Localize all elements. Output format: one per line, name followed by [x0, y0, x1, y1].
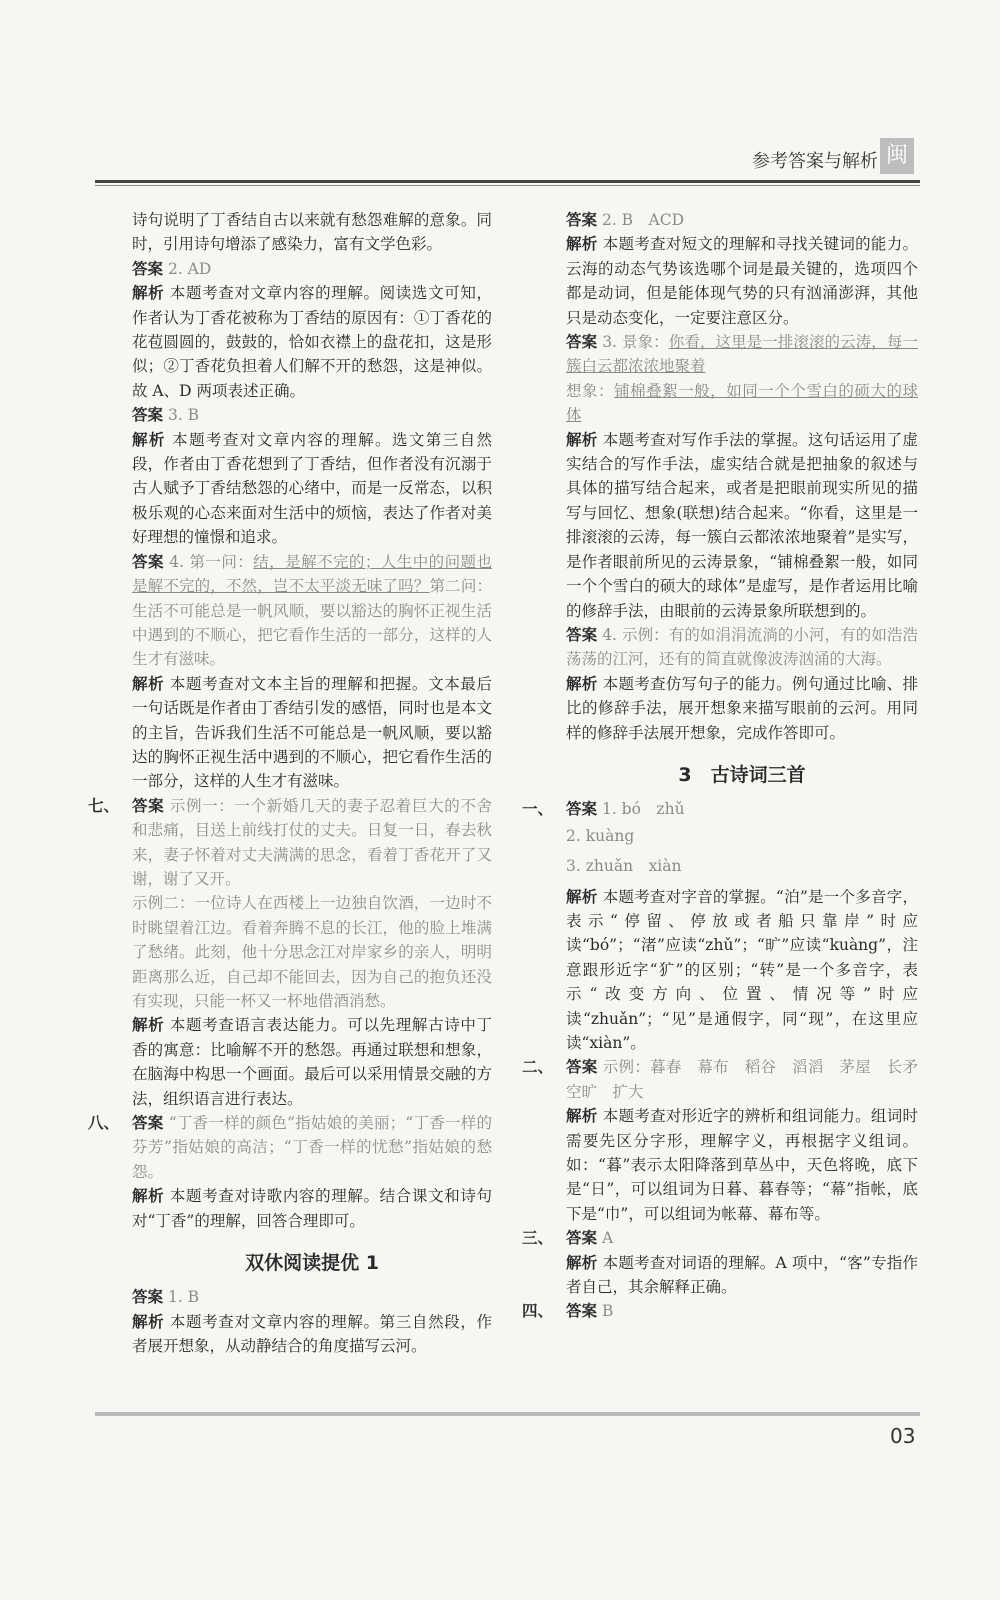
analysis-3: [132, 428, 492, 550]
answer-label: 答案: [566, 1229, 598, 1248]
left-column: [88, 208, 492, 1359]
answer-underlined-2: 铺棉叠絮一般，如同一个个雪白的硕大的球体: [566, 381, 918, 425]
analysis-label: 解析: [132, 1016, 165, 1035]
page-number: 03: [890, 1424, 916, 1448]
analysis-label: 解析: [566, 1253, 598, 1272]
analysis-8: [132, 1184, 492, 1233]
analysis-7: [132, 1013, 492, 1111]
header-title: 参考答案与解析: [752, 151, 878, 172]
question-2-answer: [522, 1055, 934, 1104]
top-rule: [95, 180, 920, 183]
analysis-2: [566, 232, 918, 330]
bottom-rule: [95, 1412, 920, 1416]
question-number: 二、: [522, 1058, 554, 1077]
answer-label: 答案: [132, 1288, 164, 1307]
answer-value: A: [601, 1229, 614, 1248]
answer-rest: 第二问：生活不可能总是一帆风顺，要以豁达的胸怀正视生活中遇到的不顺心，把它看作生活的一部分，这样的人生才有滋味。: [132, 577, 492, 669]
question-number: 三、: [522, 1229, 554, 1248]
paragraph: 诗句说明了丁香结自古以来就有愁怨难解的意象。同时，引用诗句增添了感染力，富有文学色彩。: [132, 211, 492, 254]
question-4-answer: [522, 1299, 918, 1323]
pinyin-1: 1. bó zhǔ: [601, 800, 685, 819]
answer-label: 答案: [132, 552, 164, 571]
answer-prefix: 想象：: [566, 381, 615, 400]
question-3-answer: [522, 1226, 918, 1250]
analysis-3: [566, 428, 918, 623]
question-7-answer: [88, 794, 492, 892]
answer-label: 答案: [566, 1058, 598, 1077]
section-analysis-1: [132, 1310, 492, 1359]
answer-2: [566, 208, 918, 232]
analysis-text: 本题考查仿写句子的能力。例句通过比喻、排比的修辞手法，展开想象来描写眼前的云河。用同样的修辞手法展开想象，完成作答即可。: [566, 674, 918, 742]
answer-3: [566, 330, 918, 379]
answer-value: 3. B: [167, 406, 200, 425]
analysis-text: 本题考查对写作手法的掌握。这句话运用了虚实结合的写作手法，虚实结合就是把抽象的叙述与具体的描写结合起来，或者是把眼前现实所见的描写与回忆、想象(联想)结合起来。“你看，这里是一排滚滚的云涛，每一簇白云都浓浓地聚着”是实写，是作者眼前所见的云涛景象，“铺棉叠絮一般，如同一个个雪白的硕大的球体”是虚写，是作者运用比喻的修辞手法，由眼前的云涛景象所联想到的。: [566, 430, 918, 620]
analysis-label: 解析: [566, 430, 598, 449]
analysis-label: 解析: [566, 887, 598, 906]
top-rule-thin: [95, 185, 920, 186]
answer-3-imagination: [566, 379, 918, 428]
section-title: 双休阅读提优 1: [245, 1252, 379, 1275]
answer-prefix: 3. 景象：: [602, 333, 669, 352]
right-column: [522, 208, 934, 1324]
answer-3: [132, 403, 492, 427]
analysis-label: 解析: [132, 674, 165, 693]
answer-label: 答案: [566, 800, 598, 819]
answer-4: [132, 550, 492, 672]
answer-prefix: 4. 第一问：: [169, 552, 254, 571]
answer-value: 示例：暮春 幕布 稻谷 滔滔 茅屋 长矛 空旷 扩大: [566, 1058, 934, 1101]
section-title: 3 古诗词三首: [678, 763, 806, 786]
answer-4: [566, 623, 918, 672]
question-1-answer: [522, 797, 918, 821]
analysis-label: 解析: [132, 1187, 165, 1206]
analysis-label: 解析: [132, 1312, 165, 1331]
answer-value: 4. 示例：有的如涓涓流淌的小河，有的如浩浩荡荡的江河，还有的简直就像波涛汹涌的大海。: [566, 625, 918, 669]
question-number: 四、: [522, 1302, 554, 1321]
analysis-4: [132, 672, 492, 794]
analysis-text: 本题考查对字音的掌握。“泊”是一个多音字，表示“停留、停放或者船只靠岸”时应读“bó”；“渚”应读“zhǔ”；“旷”应读“kuàng”，注意跟形近字“犷”的区别；“转”是一个多音字，表示“改变方向、位置、情况等”时应读“zhuǎn”；“见”是通假字，同“现”，在这里应读“xiàn”。: [566, 887, 918, 1052]
answer-example-1: 示例一：一个新婚几天的妻子忍着巨大的不舍和悲痛，目送上前线打仗的丈夫。日复一日，春去秋来，妻子怀着对丈夫满满的思念，看着丁香花开了又谢，谢了又开。: [132, 796, 492, 888]
answer-value: 1. B: [167, 1288, 200, 1307]
answer-value: “丁香一样的颜色”指姑娘的美丽；“丁香一样的芬芳”指姑娘的高洁；“丁香一样的忧愁”指姑娘的愁怨。: [132, 1114, 492, 1181]
analysis-text: 本题考查对词语的理解。A 项中，“客”专指作者自己，其余解释正确。: [566, 1253, 918, 1297]
pinyin-3: 3. zhuǎn xiàn: [566, 857, 682, 876]
analysis-text: 本题考查对短文的理解和寻找关键词的能力。云海的动态气势该选哪个词是最关键的，选项四个都是动词，但是能体现气势的只有汹涌澎湃，其他只是动态变化，一定要注意区分。: [566, 235, 918, 327]
analysis-label: 解析: [132, 284, 165, 303]
analysis-label: 解析: [566, 1107, 598, 1126]
analysis-label: 解析: [566, 235, 598, 254]
answer-label: 答案: [132, 796, 165, 815]
analysis-label: 解析: [566, 674, 598, 693]
analysis-text: 本题考查对文章内容的理解。选文第三自然段，作者由丁香花想到了丁香结，但作者没有沉溺于古人赋予丁香结愁怨的心绪中，而是一反常态，以积极乐观的心态来面对生活中的烦恼，表达了作者对美好理想的憧憬和追求。: [132, 430, 492, 547]
analysis-q2: [566, 1104, 918, 1226]
question-number: 七、: [88, 796, 120, 815]
answer-value: 2. B ACD: [601, 211, 685, 229]
analysis-4: [566, 672, 918, 745]
answer-label: 答案: [566, 211, 598, 229]
pinyin-2: 2. kuàng: [566, 826, 635, 845]
question-8-answer: [88, 1111, 492, 1184]
analysis-text: 本题考查语言表达能力。可以先理解古诗中丁香的寓意：比喻解不开的愁怨。再通过联想和想象，在脑海中构思一个画面。最后可以采用情景交融的方法，组织语言进行表达。: [132, 1016, 492, 1108]
analysis-text: 本题考查对文章内容的理解。阅读选文可知，作者认为丁香花被称为丁香结的原因有：①丁香花的花苞圆圆的，鼓鼓的，恰如衣襟上的盘花扣，这是形似；②丁香花负担着人们解不开的愁怨，这是神似。故 A、D 两项表述正确。: [132, 284, 492, 400]
answer-label: 答案: [566, 333, 598, 352]
analysis-2: [132, 281, 492, 403]
analysis-text: 本题考查对诗歌内容的理解。结合课文和诗句对“丁香”的理解，回答合理即可。: [132, 1187, 492, 1230]
answer-label: 答案: [566, 625, 598, 644]
analysis-q3: [566, 1251, 918, 1300]
answer-underlined: 结，是解不完的；人生中的问题也是解不完的，不然，岂不太平淡无味了吗？: [132, 552, 492, 596]
question-number: 一、: [522, 800, 554, 819]
answer-label: 答案: [132, 259, 164, 278]
analysis-text: 本题考查对文章内容的理解。第三自然段，作者展开想象，从动静结合的角度描写云河。: [132, 1312, 492, 1356]
question-number: 八、: [88, 1114, 120, 1133]
answer-example-2: 示例二：一位诗人在西楼上一边独自饮酒，一边时不时眺望着江边。看着奔腾不息的长江，他的脸上堆满了愁绪。此刻，他十分思念江对岸家乡的亲人，明明距离那么近，自己却不能回去，因为自己的抱负还没有实现，只能一杯又一杯地借酒消愁。: [132, 894, 492, 1010]
analysis-text: 本题考查对文本主旨的理解和把握。文本最后一句话既是作者由丁香结引发的感悟，同时也是本文的主旨，告诉我们生活不可能总是一帆风顺，要以豁达的胸怀正视生活中遇到的不顺心，把它看作生活的一部分，这样的人生才有滋味。: [132, 674, 492, 791]
header-mark: 闽: [880, 138, 914, 174]
section-answer-1: [132, 1285, 492, 1309]
analysis-q1: [566, 885, 918, 1056]
answer-label: 答案: [132, 1114, 164, 1133]
analysis-text: 本题考查对形近字的辨析和组词能力。组词时需要先区分字形，理解字义，再根据字义组词。如：“暮”表示太阳降落到草丛中，天色将晚，底下是“日”，可以组词为日暮、暮春等；“幕”指帐，底下是“巾”，可以组词为帐幕、幕布等。: [566, 1107, 918, 1223]
analysis-label: 解析: [132, 430, 166, 449]
answer-label: 答案: [566, 1302, 598, 1321]
answer-label: 答案: [132, 406, 164, 425]
answer-2: [132, 257, 492, 281]
answer-value: B: [601, 1302, 614, 1321]
answer-underlined-1: 你看，这里是一排滚滚的云涛，每一簇白云都浓浓地聚着: [566, 333, 918, 376]
answer-value: 2. AD: [167, 259, 212, 278]
